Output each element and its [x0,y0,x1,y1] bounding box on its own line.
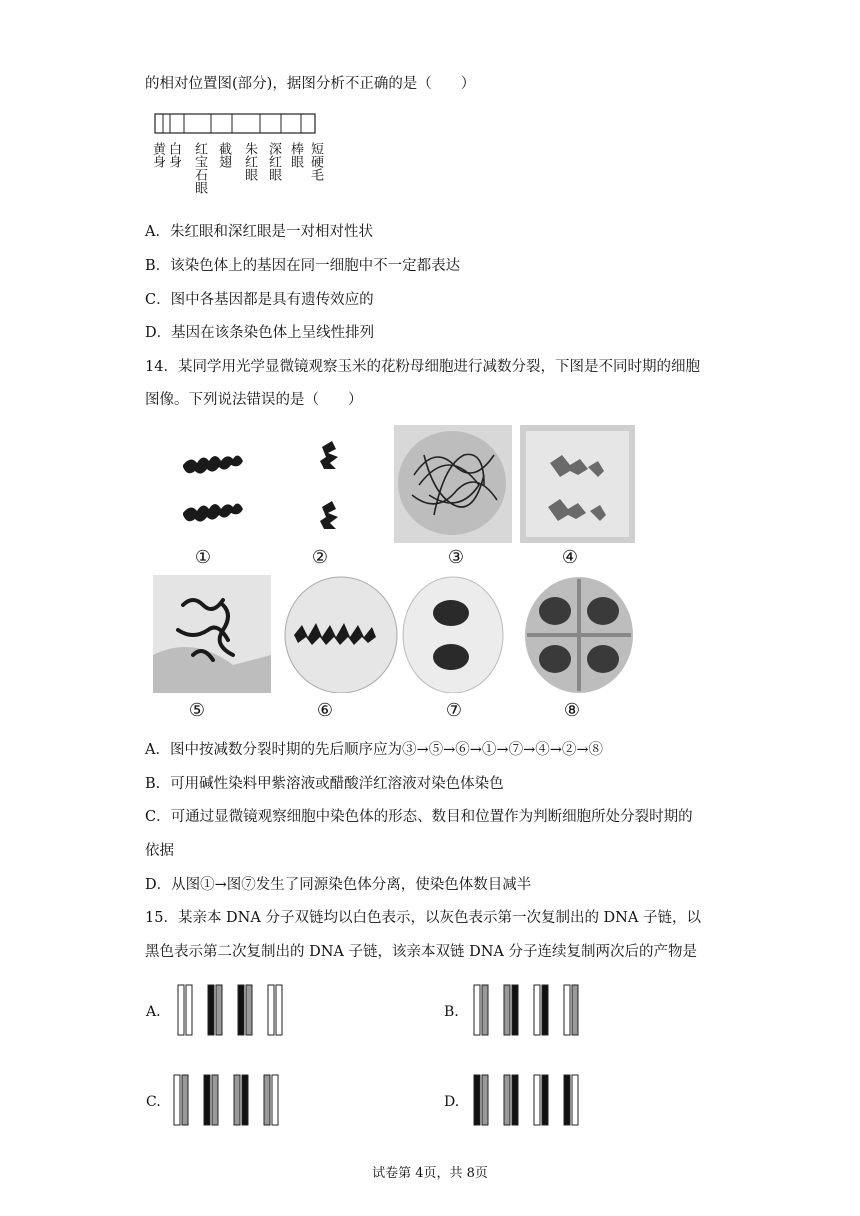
dna-option-b [472,983,587,1039]
gene-label: 截翅 [216,142,231,168]
cell-image-7 [401,575,519,693]
chromosome-diagram [154,112,319,136]
q14-option-c-line1: C．可通过显微镜观察细胞中染色体的形态、数目和位置作为判断细胞所处分裂时期的 [145,809,693,825]
cell-image-3 [394,425,512,543]
gene-label: 朱红眼 [242,142,257,181]
q15-option-a-letter: A. [146,1004,161,1020]
q13-option-b: B．该染色体上的基因在同一细胞中不一定都表达 [145,258,461,274]
q13-option-c: C．图中各基因都是具有遗传效应的 [145,292,374,308]
cell-image-8 [523,575,641,693]
q14-option-b: B．可用碱性染料甲紫溶液或醋酸洋红溶液对染色体染色 [145,776,504,792]
q13-option-a: A．朱红眼和深红眼是一对相对性状 [145,224,373,240]
q14-option-a: A．图中按减数分裂时期的先后顺序应为③→⑤→⑥→①→⑦→④→②→⑧ [145,742,604,758]
cell-number-5: ⑤ [188,700,206,721]
cell-image-6 [282,575,400,693]
cell-number-7: ⑦ [445,700,463,721]
gene-label: 红宝石眼 [192,142,207,194]
q15-option-d-letter: D. [444,1094,460,1110]
gene-label: 棒眼 [288,142,303,168]
gene-label: 深红眼 [266,142,281,181]
dna-option-c [172,1073,287,1129]
cell-number-2: ② [311,547,329,568]
page-footer: 试卷第 4页，共 8页 [372,1166,488,1181]
gene-label: 白身 [166,142,181,168]
gene-label: 黄身 [150,142,165,168]
cell-number-6: ⑥ [316,700,334,721]
cell-number-8: ⑧ [563,700,581,721]
cell-image-1 [165,425,283,543]
cell-number-4: ④ [561,547,579,568]
dna-option-a [176,983,291,1039]
gene-label: 短硬毛 [308,142,323,181]
cell-number-3: ③ [447,547,465,568]
q14-option-c-line2: 依据 [145,843,174,859]
q14-stem-line1: 14．某同学用光学显微镜观察玉米的花粉母细胞进行减数分裂，下图是不同时期的细胞 [145,359,700,375]
cell-number-1: ① [194,547,212,568]
q14-option-d: D．从图①→图⑦发生了同源染色体分离，使染色体数目减半 [145,877,532,893]
cell-image-4 [520,425,638,543]
cell-image-5 [153,575,271,693]
q13-option-d: D．基因在该条染色体上呈线性排列 [145,325,375,341]
q15-stem-line2: 黑色表示第二次复制出的 DNA 子链，该亲本双链 DNA 分子连续复制两次后的产物是 [145,944,698,960]
q15-option-b-letter: B. [444,1004,459,1020]
gene-label-group [150,142,322,194]
q15-stem-line1: 15．某亲本 DNA 分子双链均以白色表示，以灰色表示第一次复制出的 DNA 子链，以 [145,910,701,926]
cell-image-2 [282,425,400,543]
dna-option-d [472,1073,587,1129]
q14-stem-line2: 图像。下列说法错误的是（ ） [145,392,363,408]
q13-stem-tail: 的相对位置图(部分)，据图分析不正确的是（ ） [145,76,476,92]
q15-option-c-letter: C. [146,1094,161,1110]
